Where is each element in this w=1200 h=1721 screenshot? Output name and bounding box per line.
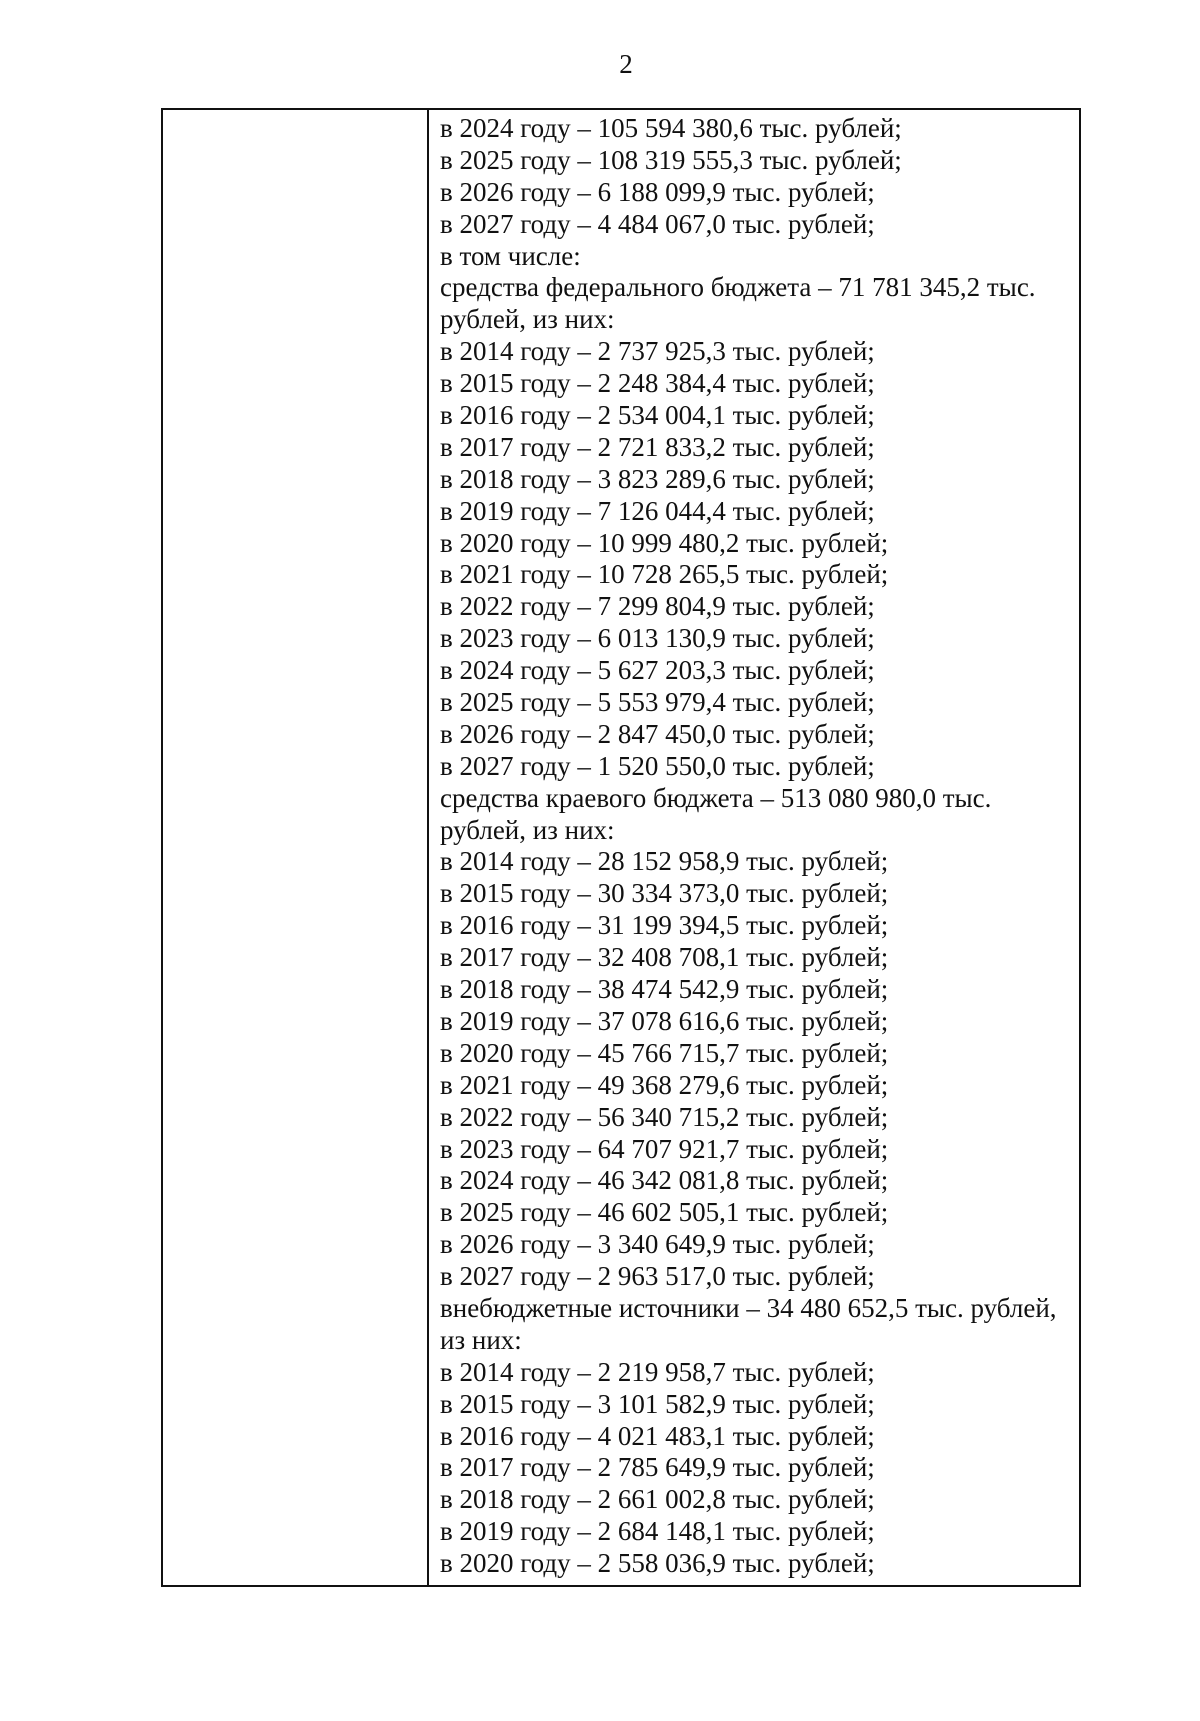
- text-line: в 2024 году – 46 342 081,8 тыс. рублей;: [440, 1165, 889, 1196]
- text-line: в 2016 году – 4 021 483,1 тыс. рублей;: [440, 1420, 875, 1451]
- text-line: в 2025 году – 5 553 979,4 тыс. рублей;: [440, 687, 875, 718]
- text-line: в 2022 году – 56 340 715,2 тыс. рублей;: [440, 1101, 889, 1132]
- funding-table: [161, 108, 1081, 1587]
- text-line: в 2020 году – 10 999 480,2 тыс. рублей;: [440, 527, 889, 558]
- text-line: в 2026 году – 2 847 450,0 тыс. рублей;: [440, 718, 875, 749]
- text-line: в 2014 году – 28 152 958,9 тыс. рублей;: [440, 846, 889, 877]
- text-line: в 2015 году – 2 248 384,4 тыс. рублей;: [440, 368, 875, 399]
- text-line: в 2027 году – 4 484 067,0 тыс. рублей;: [440, 208, 875, 239]
- text-line: в 2027 году – 2 963 517,0 тыс. рублей;: [440, 1261, 875, 1292]
- text-line: в 2026 году – 6 188 099,9 тыс. рублей;: [440, 176, 875, 207]
- text-line: в 2015 году – 30 334 373,0 тыс. рублей;: [440, 878, 889, 909]
- text-line: в 2024 году – 105 594 380,6 тыс. рублей;: [440, 113, 902, 143]
- text-line: средства федерального бюджета – 71 781 345,2 тыс.: [440, 272, 1036, 303]
- text-line: в том числе:: [440, 240, 581, 271]
- text-line: в 2026 году – 3 340 649,9 тыс. рублей;: [440, 1229, 875, 1260]
- text-line: в 2025 году – 108 319 555,3 тыс. рублей;: [440, 144, 902, 175]
- text-line: в 2022 году – 7 299 804,9 тыс. рублей;: [440, 591, 875, 622]
- page-number: 2: [619, 49, 633, 79]
- text-line: в 2016 году – 2 534 004,1 тыс. рублей;: [440, 400, 875, 431]
- text-line: в 2018 году – 2 661 002,8 тыс. рублей;: [440, 1484, 875, 1515]
- text-line: в 2021 году – 49 368 279,6 тыс. рублей;: [440, 1069, 889, 1100]
- text-line: в 2023 году – 6 013 130,9 тыс. рублей;: [440, 623, 875, 654]
- text-line: в 2020 году – 45 766 715,7 тыс. рублей;: [440, 1037, 889, 1068]
- text-line: в 2025 году – 46 602 505,1 тыс. рублей;: [440, 1197, 889, 1228]
- text-line: в 2017 году – 32 408 708,1 тыс. рублей;: [440, 942, 889, 973]
- text-line: в 2014 году – 2 737 925,3 тыс. рублей;: [440, 336, 875, 367]
- text-line: рублей, из них:: [440, 814, 615, 845]
- text-line: в 2017 году – 2 721 833,2 тыс. рублей;: [440, 431, 875, 462]
- text-line: в 2014 году – 2 219 958,7 тыс. рублей;: [440, 1356, 875, 1387]
- text-line: в 2019 году – 2 684 148,1 тыс. рублей;: [440, 1516, 875, 1547]
- table-left-cell: [163, 110, 429, 1585]
- text-line: в 2023 году – 64 707 921,7 тыс. рублей;: [440, 1133, 889, 1164]
- text-line: рублей, из них:: [440, 304, 615, 335]
- text-line: в 2018 году – 38 474 542,9 тыс. рублей;: [440, 974, 889, 1005]
- text-line: в 2019 году – 37 078 616,6 тыс. рублей;: [440, 1005, 889, 1036]
- text-line: средства краевого бюджета – 513 080 980,0 тыс.: [440, 782, 992, 813]
- text-line: в 2016 году – 31 199 394,5 тыс. рублей;: [440, 910, 889, 941]
- text-line: в 2020 году – 2 558 036,9 тыс. рублей;: [440, 1548, 875, 1579]
- text-line: в 2021 году – 10 728 265,5 тыс. рублей;: [440, 559, 889, 590]
- text-line: внебюджетные источники – 34 480 652,5 тыс. рублей,: [440, 1292, 1057, 1323]
- text-line: в 2027 году – 1 520 550,0 тыс. рублей;: [440, 750, 875, 781]
- text-line: из них:: [440, 1324, 522, 1355]
- table-right-cell: [429, 110, 1079, 1585]
- text-line: в 2017 году – 2 785 649,9 тыс. рублей;: [440, 1452, 875, 1483]
- text-line: в 2019 году – 7 126 044,4 тыс. рублей;: [440, 495, 875, 526]
- text-line: в 2015 году – 3 101 582,9 тыс. рублей;: [440, 1388, 875, 1419]
- text-line: в 2024 году – 5 627 203,3 тыс. рублей;: [440, 655, 875, 686]
- text-line: в 2018 году – 3 823 289,6 тыс. рублей;: [440, 463, 875, 494]
